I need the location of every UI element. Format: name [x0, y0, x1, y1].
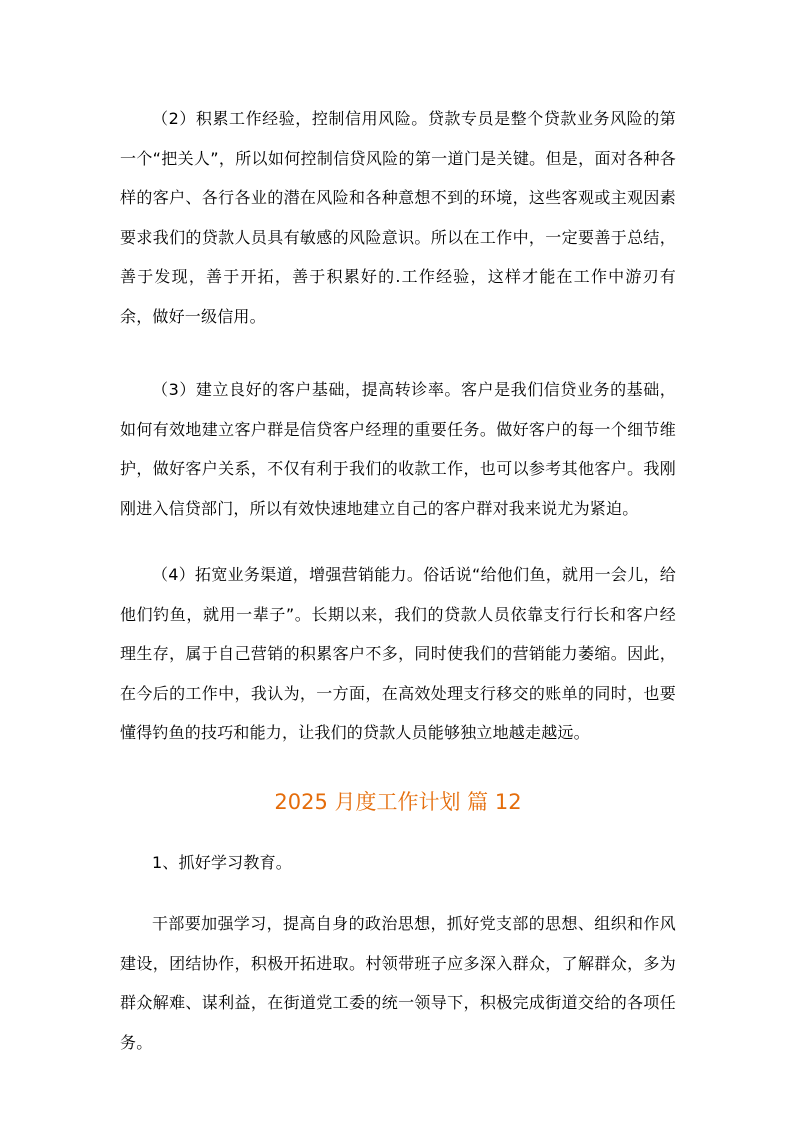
paragraph-business-channels: （4）拓宽业务渠道，增强营销能力。俗话说“给他们鱼，就用一会儿，给他们钓鱼，就用一辈子”。长期以来，我们的贷款人员依靠支行行长和客户经理生存，属于自己营销的积累客户不多，同时使我们的营销能力萎缩。因此，在今后的工作中，我认为，一方面，在高效处理支行移交的账单的同时，也要懂得钓鱼的技巧和能力，让我们的贷款人员能够独立地越走越远。	[120, 565, 676, 742]
paragraph-study-education: 1、抓好学习教育。	[152, 853, 292, 872]
paragraph-cadre-study: 干部要加强学习，提高自身的政治思想，抓好党支部的思想、组织和作风建设，团结协作，积极开拓进取。村领带班子应多深入群众，了解群众，多为群众解难、谋利益，在街道党工委的统一领导下，积极完成街道交给的各项任务。	[120, 914, 676, 1052]
paragraph-credit-risk: （2）积累工作经验，控制信用风险。贷款专员是整个贷款业务风险的第一个“把关人”，所以如何控制信贷风险的第一道门是关键。但是，面对各种各样的客户、各行各业的潜在风险和各种意想不到的环境，这些客观或主观因素要求我们的贷款人员具有敏感的风险意识。所以在工作中，一定要善于总结，善于发现，善于开拓，善于积累好的.工作经验，这样才能在工作中游刃有余，做好一级信用。	[120, 109, 676, 326]
paragraph-customer-base: （3）建立良好的客户基础，提高转诊率。客户是我们信贷业务的基础，如何有效地建立客户群是信贷客户经理的重要任务。做好客户的每一个细节维护，做好客户关系，不仅有利于我们的收款工作，也可以参考其他客户。我刚刚进入信贷部门，所以有效快速地建立自己的客户群对我来说尤为紧迫。	[120, 380, 676, 518]
section-heading: 2025 月度工作计划 篇 12	[274, 790, 522, 814]
